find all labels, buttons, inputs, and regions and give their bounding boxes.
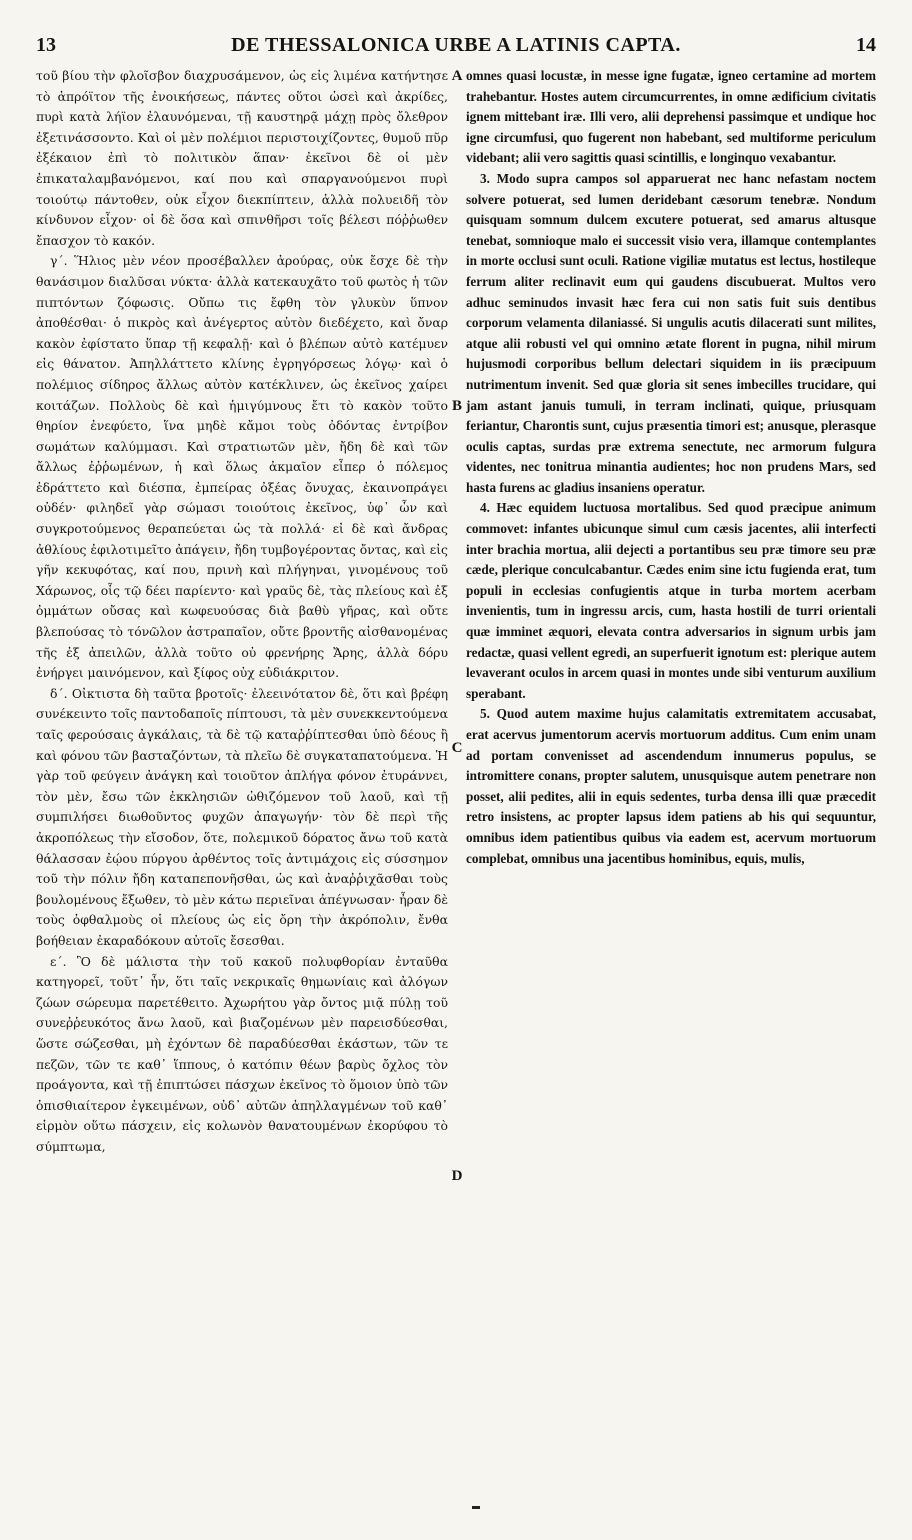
- margin-letter: D: [451, 1168, 463, 1184]
- latin-paragraph: 5. Quod autem maxime hujus calamitatis extremitatem accusabat, erat acervus jumentorum acervis mortuorum additus. Cum enim unam ad portam convenisset ad ascendendum innumerus populus, se intromittere conans, propter salutem, unusquisque autem penetrare non posset, alii pedites, alii in equis sedentes, turba densa illi quæ præcedit retro insistens, ac propter lapsus idem patiens ab his qui sequuntur, omnibus idem patientibus quibus via eadem est, acervum mortuorum complebat, omnibus una jacentibus hominibus, equis, mulis,: [466, 706, 876, 866]
- page-number-left: 13: [36, 34, 56, 56]
- margin-letter: B: [451, 398, 462, 414]
- page-number-right: 14: [856, 34, 876, 56]
- running-header: [36, 34, 876, 60]
- running-title: DE THESSALONICA URBE A LATINIS CAPTA.: [231, 34, 681, 56]
- greek-paragraph: δ΄. Οἰκτιστα δὴ ταῦτα βροτοῖς· ἐλεεινότατον δὲ, ὅτι καὶ βρέφη συνέκειντο τοῖς παντοδαποῖς πίπτουσι, τὰ μὲν συνεκκεντούμενα ταῖς φερούσαις ἀγκάλαις, τὰ δὲ τῷ καταῤῥίπτεσθαι ὑπὸ δέους ἢ καὶ φόνου τῶν βασταζόντων, τὰ πλεῖω δὲ συγκαταπατούμενα. Ἡ γὰρ τοῦ φεύγειν ἀνάγκη καὶ τοιοῦτον ἀπλήγα φόνον ἐτυράννει, τὸν μὲν, ἔσω τῶν ἐκκλησιῶν ὠθιζόμενον τοῦ λαοῦ, καὶ τῇ συμπιλήσει διωθοῦντος φυχῶν ἀπαγωγήν· τὸν δὲ περὶ τῆς ἀκροπόλεως τὴν εἴσοδον, ὅτε, πολεμικοῦ δόρατος ἄνω τοῦ κατὰ θάλασσαν ἐῴου πύργου ἀρθέντος τοῖς ἀντιμάχοις εἰς σύσσημον τοῦ τὴν πόλιν ἤδη καταπεπονῆσθαι, ὡς καὶ ἀναῤῥιχᾶσθαι τοὺς βουλομένους ἔξωθεν, τὸ μὲν κάτω περιεῖναι ἀπέγνωσαν· ἦραν δὲ τοὺς ὀφθαλμοὺς οἱ πλείους ὡς εἰς ὄρη τὴν ἀκρόπολιν, ἔνθα βοήθειαν ἐκαραδόκουν αὐτοῖς ἔσεσθαι.: [36, 685, 448, 948]
- margin-letter: A: [451, 68, 463, 84]
- margin-letter: C: [451, 740, 463, 756]
- greek-paragraph: ε΄. Ὃ δὲ μάλιστα τὴν τοῦ κακοῦ πολυφθορίαν ἐνταῦθα κατηγορεῖ, τοῦτ᾽ ἦν, ὅτι ταῖς νεκρικαῖς θημωνίαις καὶ ἀλόγων ζώων σώρευμα παρετέθειτο. Ἀχωρήτου γὰρ ὄντος μιᾷ πύλῃ τοῦ συνεῤῥευκότος ἄνω λαοῦ, καὶ βιαζομένων μὲν παρεισδύεσθαι, ὥστε σώζεσθαι, μὴ ἐχόντων δὲ παραδύεσθαι ἑκάστων, τῶν τε πεζῶν, τῶν τε καθ᾽ ἵππους, ὁ κατόπιν θέων βαρὺς ὄχλος τὸν προάγοντα, καὶ τῇ ἐπιπτώσει πάσχων ἐκεῖνος τὸ ὅμοιον ὑπὸ τῶν ὀπισθιαίτερον ἐγκειμένων, οὐδ᾽ αὐτῶν ἀπηλλαγμένων τοῦ καθ᾽ εἱρμὸν οὕτω πάσχειν, εἰς κολωνὸν θανατουμένων ἐκορύφου τὸ σύμπτωμα,: [36, 953, 448, 1154]
- greek-text-column: [36, 66, 448, 1486]
- greek-paragraph: γ΄. Ἥλιος μὲν νέον προσέβαλλεν ἀρούρας, οὐκ ἔσχε δὲ τὴν θανάσιμον διαλῦσαι νύκτα· ἀλλὰ κατεκαυχᾶτο τοῦ φωτὸς ἡ τῶν πιπτόντων ζόφωσις. Οὔπω τις ἔφθη τὸν γλυκὺν ὕπνον ἀποθέσθαι· ὁ πικρὸς καὶ ἀνέγερτος αὐτὸν διεδέχετο, καὶ ὄναρ κακὸν ἐφίστατο ὕπαρ τῇ κεφαλῇ· καὶ ὁ βλέπων αὐτὸ κατέμυεν εἰς θάνατον. Ἀπηλλάττετο κλίνης ἐγρηγόρσεως λόγῳ· καὶ ὁ πολέμιος σίδηρος ἄλλως αὐτὸν κατέκλινεν, ὡς ἐκεῖνος χαίρει κοιτάζων. Πολλοὺς δὲ καὶ ἡμιγύμνους ἔτι τὸ κακὸν τοῦτο θηρίον ἐνεφύετο, ἵνα μηδὲ κἄμοι τοὺς ὀδόντας ἐντρίβον σωμάτων καλύμμασι. Καὶ στρατιωτῶν μὲν, ἤδη δὲ καὶ τῶν ἄλλως ἐῤῥωμένων, ἡ καὶ ὅλως ἀκμαῖον εἶπερ ὁ πόλεμος ἐδράττετο καὶ διέσπα, ἐμπείρας ὀξέας ὄνυχας, ἐκαινοπράγει οὐδέν· φιληδεῖ γὰρ σώμασι τοιούτοις ἐκεῖνος, ὑφ᾽ ὧν καὶ συγκροτούμενος θεραπεύεται ὡς τὰ πολλά· εἰ δὲ καὶ ἄνδρας ἀθλίους ἐφιλοτιμεῖτο ἀπάγειν, ἤδη τυμβογέροντας ὄντας, καὶ εἰς γῆν κεκυφότας, καί που, πρινὴ καὶ πλήγηναι, γινομένους τοῦ Χάρωνος, οἷς τῷ δέει παρίεντο· καὶ γραῦς δὲ, τὰς πλείους καὶ ἐξ ὀμμάτων οὔσας καὶ κωφευούσας διὰ βαθὺ γῆρας, καὶ οὔτε βλεπούσας τὸ τόνῶλον ἀστραπαῖον, οὔτε βροντῆς αἰσθανομένας τῆς ἐξ ἀπειλῶν, ἀλλὰ τοῦτο οὐ φρενήρης Ἄρης, ἀλλὰ δόρυ ἐνήργει μαινόμενον, καὶ ξίφος οὐχ εὐδιάκριτον.: [36, 253, 448, 681]
- greek-paragraph: τοῦ βίου τὴν φλοῖσβον διαχρυσάμενον, ὡς εἰς λιμένα κατήντησε τὸ ἀπρόϊτον τῆς ἐνοικήσεως, πάντες οὕτοι ὡσεὶ καὶ ἀκρίδες, πυρὶ κατὰ λήϊον ἐλαυνόμεναι, τῇ καυστηρᾷ μάχῃ πρὸς ὄλεθρον ἐξετινάσσοντο. Καὶ οἱ μὲν πολέμιοι περιστοιχίζοντες, θυμοῦ πῦρ ἐξέκαιον ἐπὶ τὸ πολιτικὸν ἅπαν· ἐκεῖνοι δὲ οἱ μὲν ἐπικαταλαμβανόμενοι, καί που καὶ σπαργανούμενοι πυρὶ τοιούτῳ πάντοθεν, οὐκ εἶχον διεκπίπτειν, ἀλλὰ πολυειδῆ τὸν κίνδυνον εἶχον· οἱ δὲ ὅσα καὶ σπινθῆρσι τοῖς βέλεσι πόῤῥωθεν ἔπασχον τὸ κακόν.: [36, 68, 448, 248]
- latin-paragraph: 4. Hæc equidem luctuosa mortalibus. Sed quod præcipue animum commovet: infantes ubicunque simul cum cæsis jacentes, alii interfecti inter brachia mortua, alii dejecti a portantibus seu præ timore seu præ cæde, plerique conculcabantur. Cædes enim sine ictu fugienda erat, tum populi in ecclesias confugientis atque in turba mortem acerbam invenientis, tum in ingressu arcis, cum, hasta hostili de turri orientali quæ imminet æquori, elevata contra adversarios in signum urbis jam redactæ, quasi vellent egredi, an superfuerit ignotum est: plerique autem levaverant oculos in arcem quasi in montes unde sibi venturum auxilium sperabant.: [466, 500, 876, 701]
- latin-text-column: [466, 66, 876, 1486]
- footer-mark: [472, 1506, 480, 1509]
- latin-paragraph: omnes quasi locustæ, in messe igne fugatæ, igneo certamine ad mortem trahebantur. Hostes autem circumcurrentes, in omne ædificium civitatis ignem mittebant iræ. Illi vero, alii deprehensi passimque et undique hoc igne circumfusi, quo fugerent non habebant, sed multiforme periculum videbant; alii vero sagittis quasi scintillis, e longinquo vexabantur.: [466, 68, 876, 166]
- latin-paragraph: 3. Modo supra campos sol apparuerat nec hanc nefastam noctem solvere potuerat, sed lumen deridebant cæsorum tenebræ. Nondum quisquam somnum dulcem excutere potuerat, sed amarus altusque tenebat, somnioque malo ei successit visio vera, illamque contemplantes in morte occlusi sunt oculi. Ratione vigiliæ mutatus est lectus, hostileque ferrum aliter reclinavit eum qui gaudens discubuerat. Multos vero adhuc seminudos invasit hæc fera cui non satis fuit suis dentibus corporum velamenta dilaniassé. Si ungulis acutis dilacerati sunt milites, atque alii robusti vel qui omnino ætate florent in pugna, nihil mirum hujusmodi corporibus bellum delectari siquidem in iis præcipuum nutrimentum invenit. Sed quæ gloria sit senes imbecilles trucidare, qui jam astant januis tumuli, in terram inclinati, quique, priusquam feriantur, Charontis sunt, cujus præsentia timori est; anusque, plerasque oculis captas, surdas præ extrema senectute, nec armorum fulgura videntes, nec tonitrua minantia audientes; hoc non prudens Mars, sed hasta furens ac gladius insaniens operatur.: [466, 170, 876, 495]
